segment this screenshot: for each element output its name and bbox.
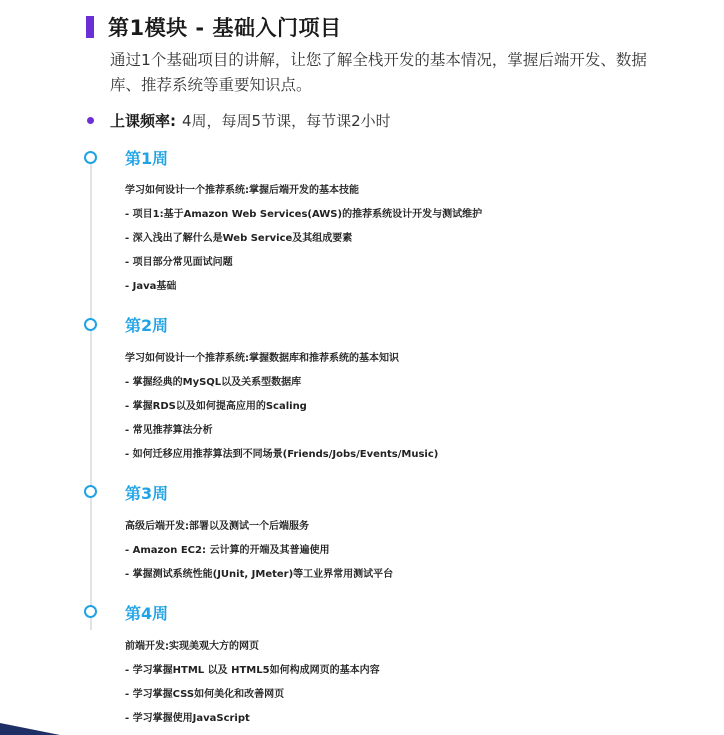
module-title: 第1模块 - 基础入门项目 [108,16,342,40]
bullet-dot-icon [87,117,94,124]
week-item: - 学习掌握使用JavaScript [125,713,250,724]
corner-triangle [0,723,60,735]
week-item: - 学习掌握CSS如何美化和改善网页 [125,689,285,700]
module-accent-bar [86,16,94,38]
week-item: - 项目1:基于Amazon Web Services(AWS)的推荐系统设计开发与测试维护 [125,209,483,220]
timeline-circle-icon [84,485,97,498]
frequency-row [86,110,391,131]
timeline-line [90,160,92,630]
timeline-circle-icon [84,605,97,618]
week-items-list [125,184,482,304]
week-item: 高级后端开发:部署以及测试一个后端服务 [125,521,309,532]
corner-decoration [0,719,60,735]
week-item: 前端开发:实现美观大方的网页 [125,641,259,652]
week-item: - Java基础 [125,281,177,292]
timeline-circle-icon [84,318,97,331]
week-item: - 掌握RDS以及如何提高应用的Scaling [125,401,307,412]
week-item: - 常见推荐算法分析 [125,425,213,436]
week-title: 第1周 [125,149,169,168]
module-description: 通过1个基础项目的讲解，让您了解全栈开发的基本情况，掌握后端开发、数据库、推荐系统等重要知识点。 [110,51,647,94]
week-item: 学习如何设计一个推荐系统:掌握数据库和推荐系统的基本知识 [125,353,399,364]
week-item: - 深入浅出了解什么是Web Service及其组成要素 [125,233,353,244]
week-item: - 掌握测试系统性能(JUnit, JMeter)等工业界常用测试平台 [125,569,394,580]
week-item: - 掌握经典的MySQL以及关系型数据库 [125,377,302,388]
week-item: - 如何迁移应用推荐算法到不同场景(Friends/Jobs/Events/Music) [125,449,439,460]
module-header [86,14,341,40]
week-items-list [125,640,380,735]
week-title: 第3周 [125,484,169,503]
week-title: 第4周 [125,604,169,623]
frequency-value: 4周，每周5节课，每节课2小时 [182,112,391,130]
week-items-list [125,520,393,592]
week-title: 第2周 [125,316,169,335]
week-items-list [125,352,438,472]
week-item: - 学习掌握HTML 以及 HTML5如何构成网页的基本内容 [125,665,380,676]
week-item: - 项目部分常见面试问题 [125,257,233,268]
frequency-label: 上课频率: [110,112,176,130]
week-item: 学习如何设计一个推荐系统:掌握后端开发的基本技能 [125,185,359,196]
week-item: - Amazon EC2: 云计算的开端及其普遍使用 [125,545,330,556]
timeline-circle-icon [84,151,97,164]
